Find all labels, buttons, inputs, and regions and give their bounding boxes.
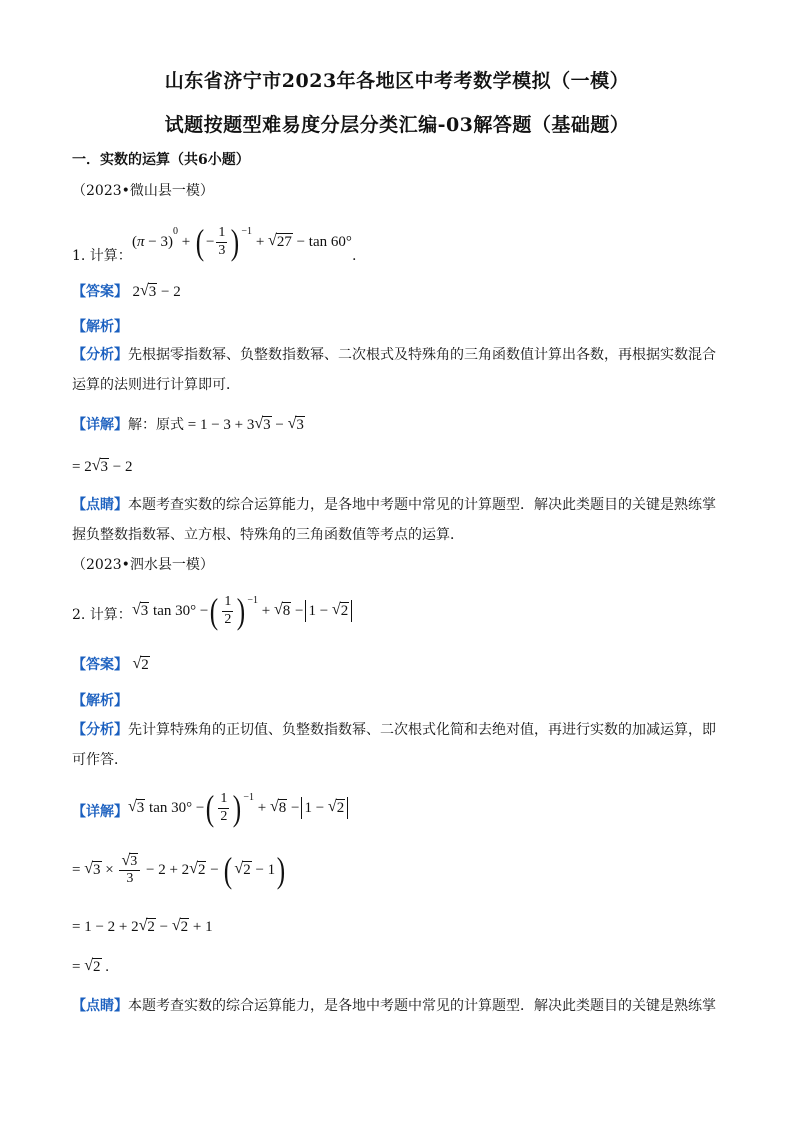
q1-fenxi-text: 先根据零指数幂、负整数指数幂、二次根式及特殊角的三角函数值计算出各数，再根据实数混合运算的法则进行计算即可． [72, 347, 716, 393]
q2-fenxi [72, 715, 724, 775]
q2-fenxi-text: 先计算特殊角的正切值、负整数指数幂、二次根式化简和去绝对值，再进行实数的加减运算，即可作答． [72, 722, 716, 768]
q1-detail-result: = 2 √ 3 − 2 [72, 456, 133, 475]
q1-fenxi-tag: 【分析】 [72, 347, 128, 363]
q2-answer-expr: √ 2 [132, 654, 149, 673]
q2-analysis-heading [72, 691, 128, 711]
q1-answer [72, 282, 181, 302]
q2-dianjing-tag: 【点睛】 [72, 998, 128, 1014]
q1-trail: . [352, 248, 357, 264]
q1-source: （2023•微山县一模） [72, 183, 214, 199]
q2-source: （2023•泗水县一模） [72, 557, 214, 573]
q1-analysis-tag: 【解析】 [72, 319, 128, 335]
q2-detail-expr: √ 3 tan 30° − ( $\frac{1}{2}$ ) −1 + √ 8 − 1 − √ 2 [128, 790, 350, 826]
q1-dianjing [72, 490, 724, 550]
q2-expression: √ 3 tan 30° − ( $\frac{1}{2}$ ) −1 + √ 8 − 1 − √ 2 [132, 593, 354, 629]
q2-step3: = √ 2 . [72, 956, 109, 975]
q2-fenxi-tag: 【分析】 [72, 722, 128, 738]
q2-dianjing-text: 本题考查实数的综合运算能力，是各地中考题中常见的计算题型．解决此类题目的关键是熟练掌 [128, 998, 716, 1014]
q1-analysis-heading [72, 317, 128, 337]
q1-detail-expr: = 1 − 3 + 3 √ 3 − √ 3 [184, 414, 304, 433]
q2-step2: = 1 − 2 + 2 √ 2 − √ 2 + 1 [72, 916, 213, 935]
section-heading-real-numbers: 一．实数的运算（共6小题） [72, 152, 250, 168]
q1-detail-prefix: 解：原式 [128, 417, 184, 433]
q2-answer-tag: 【答案】 [72, 657, 128, 673]
document-page: 山东省济宁市2023年各地区中考考数学模拟（一模） 试题按题型难易度分层分类汇编-03解答题（基础题） 一．实数的运算（共6小题） （2023•微山县一模） 1. 计算： ( π − 3) 0 + ( − $\frac{1}{3}$ ) −1 + √ 27 − tan 60° . 【答案】 2 √ 3 − 2 【解析】 【分析】先根据零指数幂、负整数指数幂、二次根式及特殊角的三角函数值计算出各数，再根据实数混合运算的法则进行计算即可． 【详解】解：原式 = 1 − 3 + 3 √ 3 − √ 3 = 2 √ 3 − 2 【点睛】本题考查实数的综合运算能力，是各地中考题中常见的计算题型．解决此类题目的关键是熟练掌握负整数指数幂、立方根、特殊角的三角函数值等考点的运算． （2023•泗水县一模） 2. 计算： √ 3 tan 30° − ( $\frac{1}{2}$ ) −1 + √ 8 − 1 − √ 2 【答案】 √ 2 【解析】 【分析】先计算特殊角的正切值、负整数指数幂、二次根式化简和去绝对值，再进行实数的加减运算，即可作答． 【详解】 √ 3 tan 30° − ( $\frac{1}{2}$ ) −1 + √ 8 − 1 − √ 2 = √ 3 × √ 3 3 − 2 + 2 √ 2 − ( √ 2 − 1 ) = 1 − 2 + 2 √ 2 − √ 2 + 1 = √ 2 . 【点睛】本题考查实数的综合运算能力，是各地中考题中常见的计算题型．解决此类题目的关键是熟练掌 [0, 0, 794, 1123]
q1-answer-tag: 【答案】 [72, 284, 128, 300]
q1-expression: ( π − 3) 0 + ( − $\frac{1}{3}$ ) −1 + √ 27 − tan 60° [132, 222, 352, 262]
q1-detail-tag: 【详解】 [72, 417, 128, 433]
q1-dianjing-tag: 【点睛】 [72, 497, 128, 513]
q2-prefix: 2. 计算： [72, 607, 132, 623]
doc-title-line1: 山东省济宁市2023年各地区中考考数学模拟（一模） [164, 70, 630, 92]
q1-fenxi [72, 340, 724, 400]
q2-analysis-tag: 【解析】 [72, 693, 128, 709]
q2-answer [72, 655, 150, 675]
q1-dianjing-text: 本题考查实数的综合运算能力，是各地中考题中常见的计算题型．解决此类题目的关键是熟练掌握负整数指数幂、立方根、特殊角的三角函数值等考点的运算． [72, 497, 716, 543]
q1-detail [72, 415, 305, 435]
q2-dianjing [72, 991, 724, 1021]
q1-answer-expr: 2 √ 3 − 2 [132, 281, 181, 300]
q1-prefix: 1. 计算： [72, 248, 132, 264]
doc-title-line2: 试题按题型难易度分层分类汇编-03解答题（基础题） [164, 114, 630, 136]
q2-detail-tag: 【详解】 [72, 804, 128, 820]
